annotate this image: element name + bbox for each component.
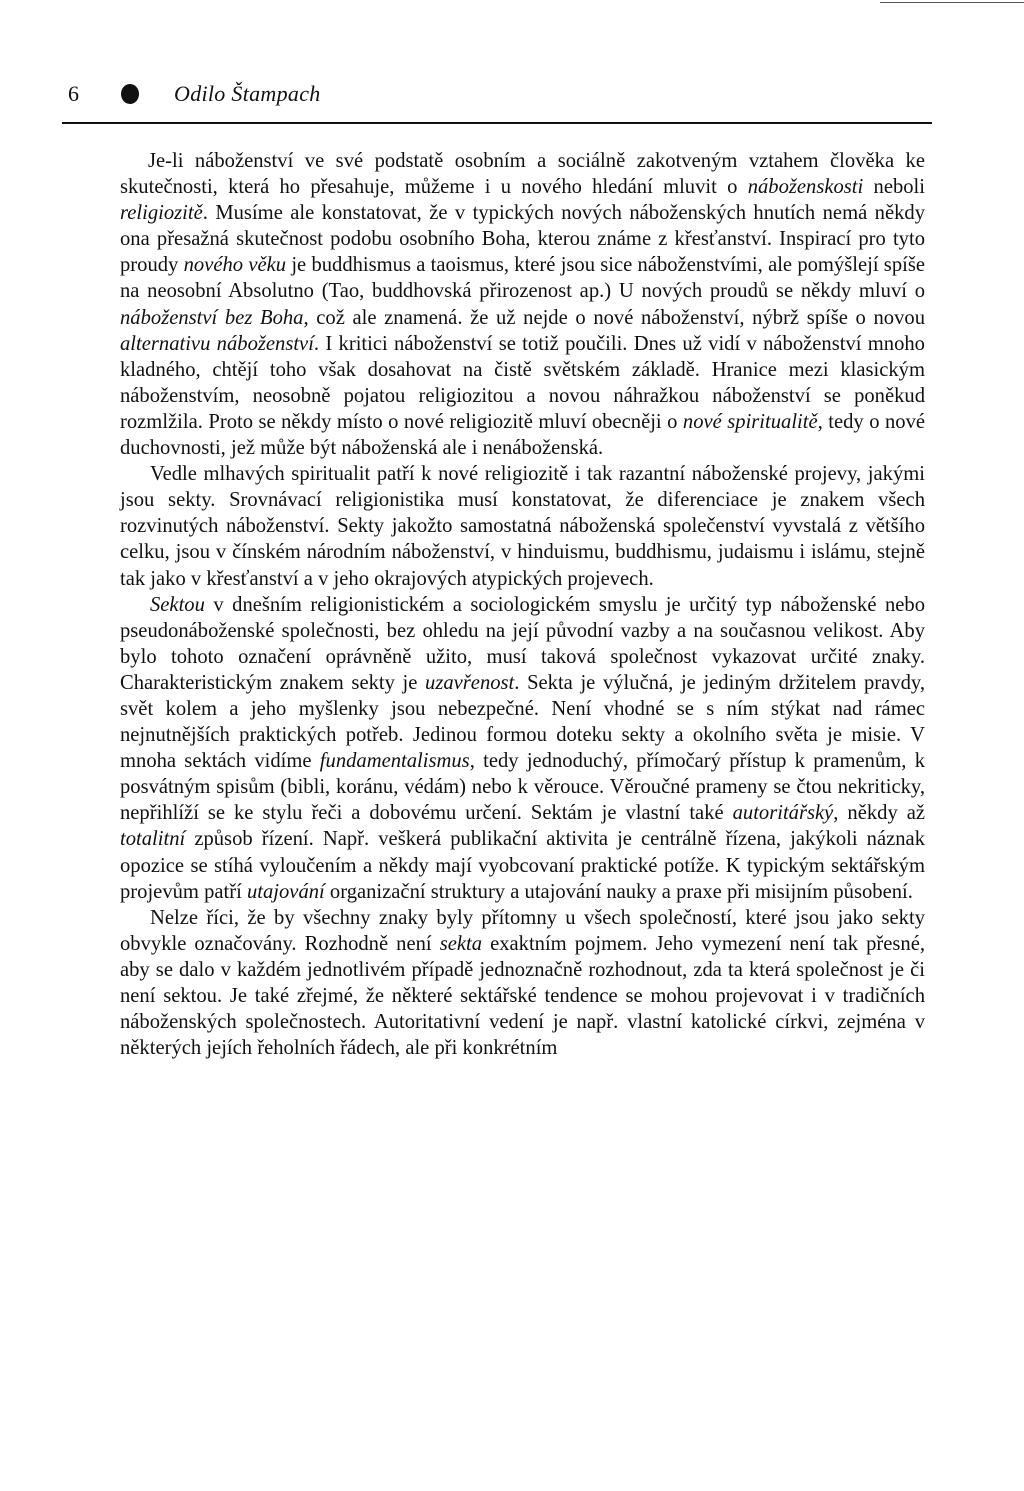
- running-header: [62, 74, 932, 114]
- paragraph: [120, 905, 925, 1062]
- emphasized-term: náboženství bez Boha: [120, 306, 304, 329]
- text-run: , někdy až: [833, 802, 925, 825]
- emphasized-term: nového věku: [183, 254, 287, 277]
- paragraph: [120, 461, 925, 591]
- emphasized-term: utajování: [246, 880, 325, 903]
- text-run: Nelze říci, že by všechny znaky byly přítomny u všech společností, které jsou jako sekty obvykle označovány. Rozhodně není: [120, 906, 925, 955]
- text-run: neboli: [863, 176, 925, 199]
- header-rule: [62, 122, 932, 124]
- emphasized-term: totalitní: [120, 828, 186, 851]
- text-run: způsob řízení. Např. veškerá publikační aktivita je centrálně řízena, jakýkoli náznak opozice se stíhá vyloučením a někdy mají vyobcovaní praktické potíže. K typickým sektářským projevům patří: [120, 828, 925, 903]
- emphasized-term: religiozitě: [120, 202, 203, 225]
- text-run: Je-li náboženství ve své podstatě osobním a sociálně zakotveným vztahem člověka ke skutečnosti, která ho přesahuje, můžeme i u nového hledání mluvit o: [120, 150, 925, 199]
- paragraph: [120, 592, 925, 905]
- emphasized-term: alternativu náboženství: [120, 332, 314, 355]
- emphasized-term: fundamentalismus: [319, 750, 470, 773]
- top-edge-rule: [880, 2, 1024, 3]
- text-run: , tedy o nové duchovnosti, jež může být náboženská ale i nenáboženská.: [120, 410, 926, 460]
- text-run: Vedle mlhavých spiritualit patří k nové religiozitě i tak razantní náboženské projevy, jakými jsou sekty. Srovnávací religionistika musí konstatovat, že diferenciace je znakem všech rozvinutých náboženství. Sekty jakožto samostatná náboženská společenství vyvstalá z většího celku, jsou v čínském národním náboženství, v hinduismu, buddhismu, judaismu i islámu, stejně tak jako v křesťanství a v jeho okrajových atypických projevech.: [120, 463, 925, 590]
- emphasized-term: sekta: [439, 932, 483, 955]
- text-run: exaktním pojmem. Jeho vymezení není tak přesné, aby se dalo v každém jednotlivém případě jednoznačně rozhodnout, zda ta která společnost je či není sektou. Je také zřejmé, že některé sektářské tendence se mohou projevovat i v tradičních náboženských společnostech. Autoritativní vedení je např. vlastní katolické církvi, zejména v některých jejích řeholních řádech, ale při konkrétním: [120, 932, 925, 1060]
- text-run: , tedy jednoduchý, přímočarý přístup k pramenům, k posvátným spisům (bibli, koránu, védám) nebo k věrouce. Věroučné prameny se čtou nekriticky, nepřihlíží se ke stylu řeči a dobovému určení. Sektám je vlastní také: [120, 750, 926, 825]
- emphasized-term: uzavřenost: [425, 671, 515, 694]
- text-run: v dnešním religionistickém a sociologickém smyslu je určitý typ náboženské nebo pseudonáboženské společnosti, bez ohledu na její původní vazby a na současnou velikost. Aby bylo tohoto označení oprávněně užito, musí taková společnost vykazovat určité znaky. Charakteristickým znakem sekty je: [120, 593, 925, 694]
- running-header-author: Odilo Štampach: [174, 81, 321, 106]
- text-run: . I kritici náboženství se totiž poučili. Dnes už vidí v náboženství mnoho kladného, chtějí toho však dosahovat na čistě světském základě. Hranice mezi klasickým náboženstvím, neosobně pojatou religiozitou a novou náhražkou náboženství se poněkud rozmlžila. Proto se někdy místo o nové religiozitě mluví obecněji o: [120, 332, 925, 433]
- emphasized-term: autoritářský: [732, 802, 834, 825]
- bullet-icon: [121, 84, 139, 104]
- paragraph: [120, 148, 925, 461]
- text-run: organizační struktury a utajování nauky a praxe při misijním působení.: [324, 880, 913, 903]
- text-run: . Sekta je výlučná, je jediným držitelem pravdy, svět kolem a jeho myšlenky jsou nebezpečné. Není vhodné se s ním stýkat nad rámec nejnutnějších praktických potřeb. Jedinou formou doteku sekty a okolního světa je misie. V mnoha sektách vidíme: [120, 671, 925, 773]
- body-text: [120, 148, 925, 1061]
- emphasized-term: nové spiritualitě: [682, 410, 818, 433]
- page-number: 6: [68, 81, 79, 106]
- emphasized-term: Sektou: [150, 593, 205, 616]
- text-run: je buddhismus a taoismus, které jsou sice náboženstvími, ale pomýšlejí spíše na neosobní Absolutno (Tao, buddhovská přirozenost ap.) U nových proudů se někdy mluví o: [120, 254, 925, 303]
- text-run: . Musíme ale konstatovat, že v typických nových náboženských hnutích nemá někdy ona přesažná skutečnost podobu osobního Boha, kterou známe z křesťanství. Inspirací pro tyto proudy: [120, 202, 925, 277]
- emphasized-term: náboženskosti: [747, 176, 864, 199]
- text-run: , což ale znamená. že už nejde o nové náboženství, nýbrž spíše o novou: [303, 306, 925, 329]
